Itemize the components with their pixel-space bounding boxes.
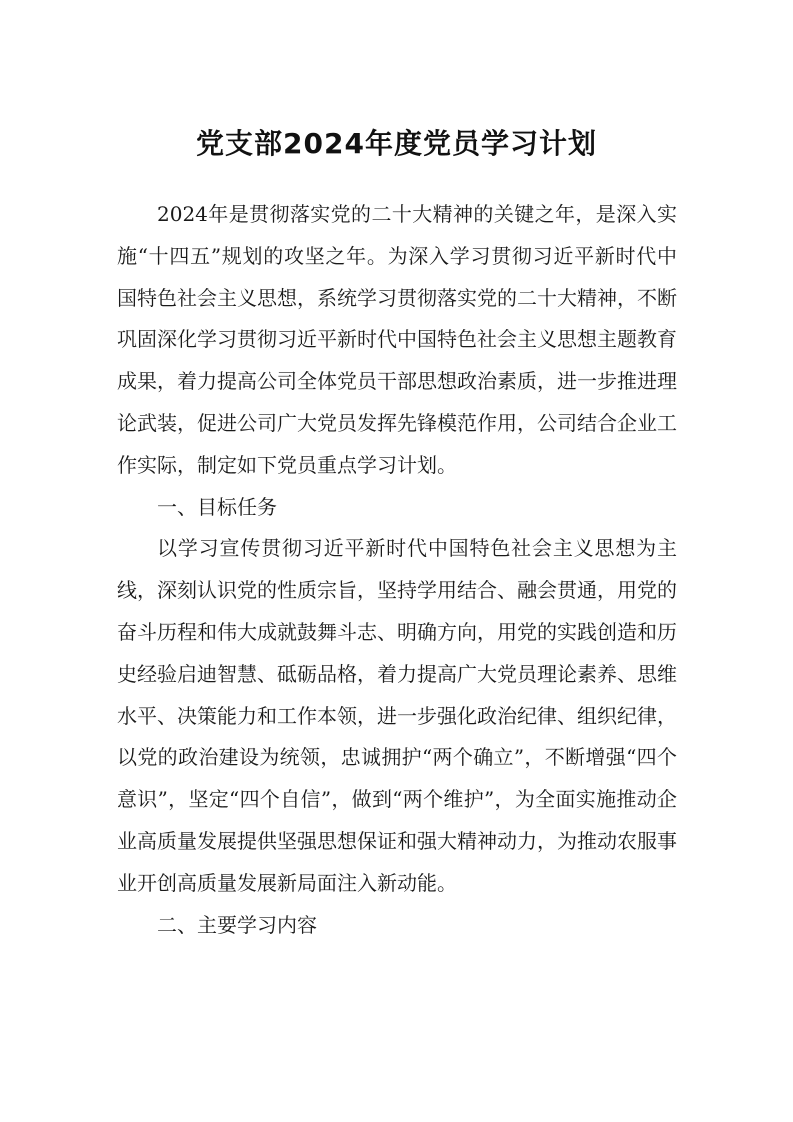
- section-heading-content: 二、主要学习内容: [157, 912, 317, 937]
- document-body: [117, 194, 677, 946]
- document-title: 党支部2024年度党员学习计划: [196, 127, 597, 160]
- section-heading-goals: 一、目标任务: [157, 494, 277, 519]
- goals-paragraph: 以学习宣传贯彻习近平新时代中国特色社会主义思想为主线，深刻认识党的性质宗旨，坚持学用结合、融会贯通，用党的奋斗历程和伟大成就鼓舞斗志、明确方向，用党的实践创造和历史经验启迪智慧、砥砺品格，着力提高广大党员理论素养、思维水平、决策能力和工作本领，进一步强化政治纪律、组织纪律，以党的政治建设为统领，忠诚拥护“两个确立”，不断增强“四个意识”，坚定“四个自信”，做到“两个维护”，为全面实施推动企业高质量发展提供坚强思想保证和强大精神动力，为推动农服事业开创高质量发展新局面注入新动能。: [117, 536, 677, 895]
- intro-paragraph: 2024年是贯彻落实党的二十大精神的关键之年，是深入实施“十四五”规划的攻坚之年。为深入学习贯彻习近平新时代中国特色社会主义思想，系统学习贯彻落实党的二十大精神，不断巩固深化学习贯彻习近平新时代中国特色社会主义思想主题教育成果，着力提高公司全体党员干部思想政治素质，进一步推进理论武装，促进公司广大党员发挥先锋模范作用，公司结合企业工作实际，制定如下党员重点学习计划。: [117, 202, 677, 477]
